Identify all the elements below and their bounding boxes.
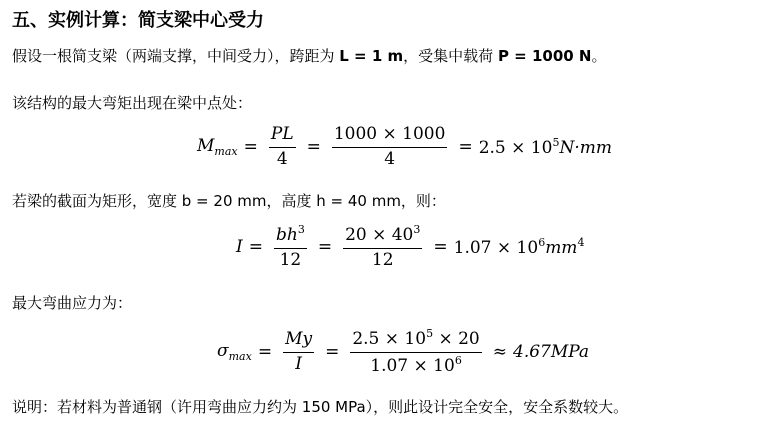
load-value: P = 1000 N bbox=[497, 47, 592, 65]
equation-moment-of-inertia: I = $\frac{bh^3}{12}$ = $\frac{20 \times 40^3}{12}$ = $1.07 \times 10^6mm^4$ bbox=[236, 223, 585, 270]
eq3-result: 4.67MPa bbox=[513, 342, 590, 363]
eq3-fraction-1: $\frac{My}{I}$ bbox=[285, 329, 313, 374]
eq2-result: $1.07 \times 10^6mm^4$ bbox=[453, 236, 585, 259]
eq3-fraction-2: $\frac{2.5 \times 10^5 \times 20}{1.07 \times 10^6}$ bbox=[352, 327, 480, 376]
eq2-fraction-1: $\frac{bh^3}{12}$ bbox=[275, 223, 305, 270]
equation-bending-stress: $\sigma_{max}$ = $\frac{My}{I}$ = $\frac{2.5 \times 10^5 \times 20}{1.07 \times 10^6}$ ≈ 4.67MPa bbox=[217, 327, 590, 376]
section-heading: 五、实例计算：简支梁中心受力 bbox=[12, 10, 264, 31]
moment-intro: 该结构的最大弯矩出现在梁中点处： bbox=[12, 94, 253, 112]
note-paragraph: 说明：若材料为普通钢（许用弯曲应力约为 150 MPa），则此设计完全安全，安全系数较大。 bbox=[12, 398, 629, 416]
section-text: 若梁的截面为矩形，宽度 b = 20 mm，高度 h = 40 mm，则： bbox=[12, 192, 446, 210]
eq2-lhs: I bbox=[236, 237, 243, 258]
eq3-lhs: $\sigma_{max}$ bbox=[217, 341, 252, 364]
eq1-result: $2.5 \times 10^5N\cdot mm$ bbox=[478, 136, 612, 159]
equation-max-moment: $M_{max}$ = $\frac{PL}{4}$ = $\frac{1000 \times 1000}{4}$ = $2.5 \times 10^5N\cdot mm$ bbox=[197, 124, 612, 169]
intro-paragraph bbox=[12, 45, 606, 66]
eq1-fraction-2: $\frac{1000 \times 1000}{4}$ bbox=[333, 124, 446, 169]
eq1-fraction-1: $\frac{PL}{4}$ bbox=[270, 124, 294, 169]
eq1-lhs: $M_{max}$ bbox=[197, 136, 238, 159]
eq2-fraction-2: $\frac{20 \times 40^3}{12}$ bbox=[345, 223, 421, 270]
intro-text-2: ，受集中载荷 bbox=[403, 47, 498, 65]
intro-text-3: 。 bbox=[591, 47, 607, 65]
span-length: L = 1 m bbox=[339, 47, 404, 65]
intro-text-1: 假设一根简支梁（两端支撑，中间受力），跨距为 bbox=[12, 47, 340, 65]
stress-intro: 最大弯曲应力为： bbox=[12, 294, 133, 312]
